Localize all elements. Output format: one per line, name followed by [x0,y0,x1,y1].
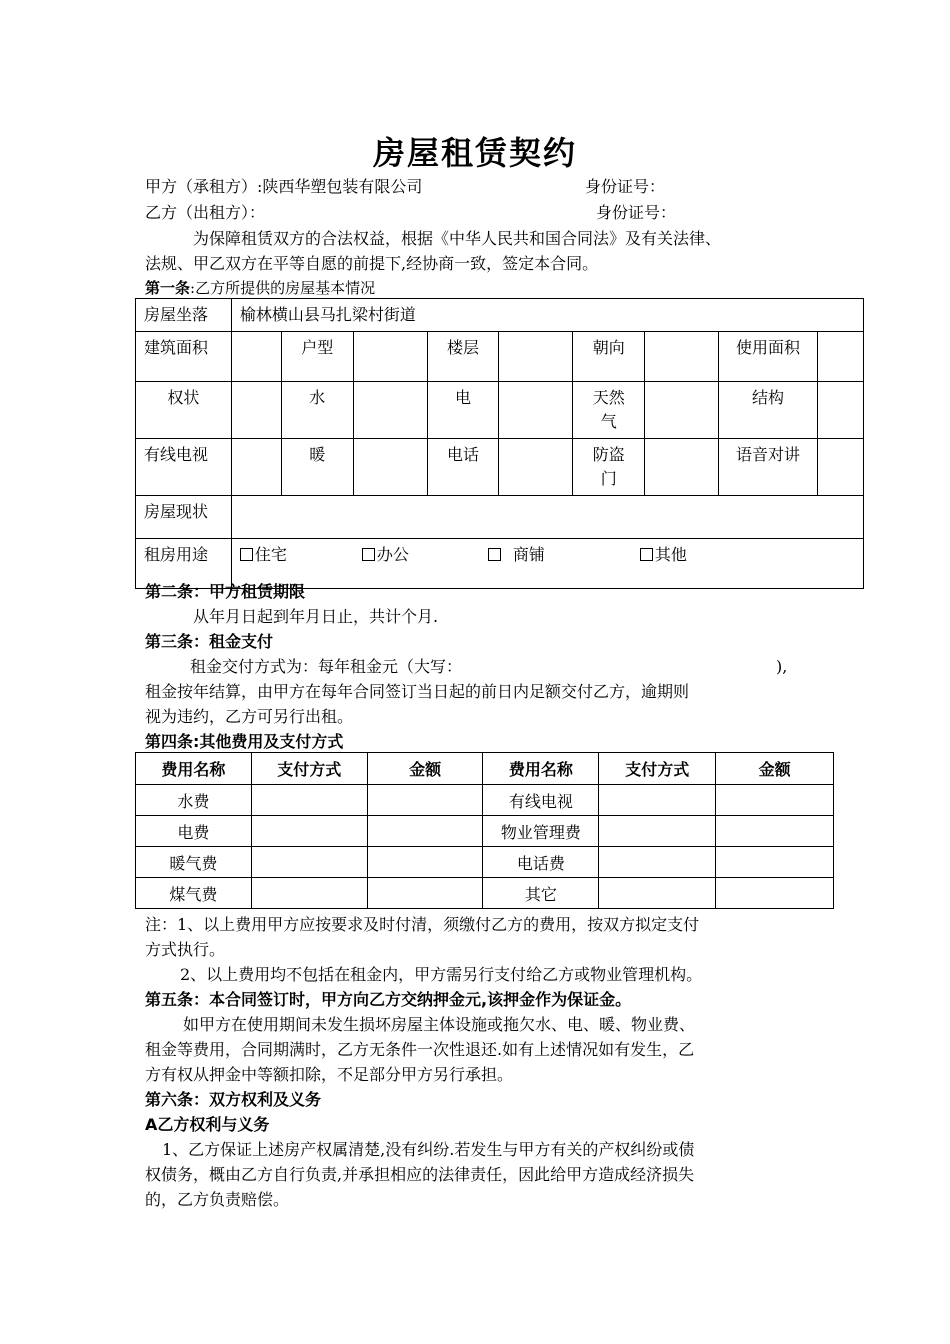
fee-amount-cell[interactable] [716,816,834,847]
fee-name: 暖气费 [136,847,252,878]
floor-label: 楼层 [427,332,499,382]
water-label: 水 [281,382,353,439]
table-row [136,847,834,878]
gas-label-line-2: 气 [600,412,617,431]
cable-tv-label: 有线电视 [136,439,232,496]
intercom-value[interactable] [817,439,863,496]
article-5-text-1: 如甲方在使用期间未发生损坏房屋主体设施或拖欠水、电、暖、物业费、 [183,1015,696,1034]
note-line-1: 注：1、以上费用甲方应按要求及时付清，须缴付乙方的费用，按双方拟定支付 [145,915,700,934]
ownership-label: 权状 [136,382,232,439]
usable-area-label: 使用面积 [719,332,818,382]
article-4-heading: 第四条:其他费用及支付方式 [145,732,344,751]
article-5-text-2: 租金等费用，合同期满时，乙方无条件一次性退还.如有上述情况如有发生，乙 [145,1040,695,1059]
fee-name: 煤气费 [136,878,252,909]
use-option-office[interactable] [362,543,409,567]
fee-header-amount-1: 金额 [367,753,483,785]
use-option-shop-label: 商铺 [512,545,545,564]
floor-value[interactable] [499,332,573,382]
article-5-text-3: 方有权从押金中等额扣除，不足部分甲方另行承担。 [145,1065,514,1084]
preamble-line-1: 为保障租赁双方的合法权益，根据《中华人民共和国合同法》及有关法律、 [193,229,722,248]
fee-method-cell[interactable] [599,816,716,847]
fee-name: 水费 [136,785,252,816]
gas-label-line-1: 天然 [592,388,625,407]
page-title: 房屋租赁契约 [372,134,577,172]
fee-method-cell[interactable] [251,847,367,878]
checkbox-icon[interactable] [240,548,253,561]
party-a-label: 甲方（承租方）:陕西华塑包装有限公司 [145,177,423,196]
article-3-text-2: 租金按年结算，由甲方在每年合同签订当日起的前日内足额交付乙方，逾期则 [145,682,690,701]
security-door-label [573,439,645,496]
article-6-heading: 第六条：双方权利及义务 [145,1090,322,1109]
fee-amount-cell[interactable] [367,878,483,909]
cable-tv-value[interactable] [231,439,281,496]
table-row [136,816,834,847]
preamble-line-2: 法规、甲乙双方在平等自愿的前提下,经协商一致，签定本合同。 [145,254,599,273]
security-door-line-1: 防盗 [592,445,625,464]
phone-value[interactable] [499,439,573,496]
water-value[interactable] [353,382,427,439]
fee-amount-cell[interactable] [716,847,834,878]
electric-value[interactable] [499,382,573,439]
article-1-text: :乙方所提供的房屋基本情况 [190,279,376,297]
checkbox-icon[interactable] [488,548,501,561]
location-label: 房屋坐落 [136,299,232,332]
layout-label: 户型 [281,332,353,382]
party-a-id-label: 身份证号： [585,177,666,196]
use-option-shop[interactable] [488,543,545,567]
usable-area-value[interactable] [817,332,863,382]
article-6-subheading: A乙方权利与义务 [145,1115,270,1134]
article-2-heading: 第二条：甲方租赁期限 [145,582,306,601]
house-info-table [135,298,864,589]
security-door-line-2: 门 [600,469,617,488]
fee-amount-cell[interactable] [716,785,834,816]
fee-method-cell[interactable] [599,785,716,816]
fee-amount-cell[interactable] [367,847,483,878]
party-b-id-label: 身份证号： [596,203,677,222]
gas-label [573,382,645,439]
use-option-residence[interactable] [240,543,287,567]
use-option-residence-label: 住宅 [254,545,287,564]
use-option-other-label: 其他 [654,545,687,564]
orientation-label: 朝向 [573,332,645,382]
structure-value[interactable] [817,382,863,439]
house-status-label: 房屋现状 [136,496,232,539]
article-6-text-2: 权债务，概由乙方自行负责,并承担相应的法律责任，因此给甲方造成经济损失 [145,1165,695,1184]
fee-name: 电话费 [483,847,599,878]
party-b-label: 乙方（出租方）： [145,203,266,222]
fee-header-name-1: 费用名称 [136,753,252,785]
checkbox-icon[interactable] [640,548,653,561]
location-value[interactable]: 榆林横山县马扎梁村街道 [231,299,863,332]
use-option-office-label: 办公 [376,545,409,564]
area-label: 建筑面积 [136,332,232,382]
layout-value[interactable] [353,332,427,382]
fee-name: 电费 [136,816,252,847]
note-line-3: 2、以上费用均不包括在租金内，甲方需另行支付给乙方或物业管理机构。 [180,965,703,984]
fee-amount-cell[interactable] [367,785,483,816]
fee-name: 有线电视 [483,785,599,816]
article-6-text-1: 1、乙方保证上述房产权属清楚,没有纠纷.若发生与甲方有关的产权纠纷或债 [162,1140,695,1159]
rental-use-label: 租房用途 [136,539,232,589]
fee-header-method-2: 支付方式 [599,753,716,785]
fee-amount-cell[interactable] [716,878,834,909]
article-3-text-1a: 租金交付方式为：每年租金元（大写： [190,657,463,676]
article-1-heading [145,276,375,300]
fee-method-cell[interactable] [251,816,367,847]
heating-label: 暖 [281,439,353,496]
checkbox-icon[interactable] [362,548,375,561]
article-2-text: 从年月日起到年月日止，共计个月. [193,607,439,626]
party-a-line [145,175,422,199]
fee-header-name-2: 费用名称 [483,753,599,785]
fee-method-cell[interactable] [599,847,716,878]
fee-method-cell[interactable] [599,878,716,909]
structure-label: 结构 [719,382,818,439]
heating-value[interactable] [353,439,427,496]
rental-use-options [231,539,863,589]
article-1-number: 第一条 [145,279,191,297]
fee-method-cell[interactable] [251,878,367,909]
use-option-other[interactable] [640,543,687,567]
area-value[interactable] [231,332,281,382]
phone-label: 电话 [427,439,499,496]
fee-method-cell[interactable] [251,785,367,816]
note-line-2: 方式执行。 [145,940,226,959]
table-row [136,785,834,816]
article-5-heading: 第五条：本合同签订时，甲方向乙方交纳押金元,该押金作为保证金。 [145,990,632,1009]
gas-value[interactable] [645,382,719,439]
fee-header-method-1: 支付方式 [251,753,367,785]
security-door-value[interactable] [645,439,719,496]
article-6-text-3: 的，乙方负责赔偿。 [145,1190,290,1209]
ownership-value[interactable] [231,382,281,439]
article-3-text-3: 视为违约，乙方可另行出租。 [145,707,354,726]
intercom-label: 语音对讲 [719,439,818,496]
fee-amount-cell[interactable] [367,816,483,847]
electric-label: 电 [427,382,499,439]
orientation-value[interactable] [645,332,719,382]
table-row [136,878,834,909]
article-3-text-1b: ), [776,657,788,676]
fee-name: 物业管理费 [483,816,599,847]
house-status-value[interactable] [231,496,863,539]
fee-name: 其它 [483,878,599,909]
fee-header-amount-2: 金额 [716,753,834,785]
article-3-heading: 第三条：租金支付 [145,632,274,651]
fee-table [135,752,834,909]
